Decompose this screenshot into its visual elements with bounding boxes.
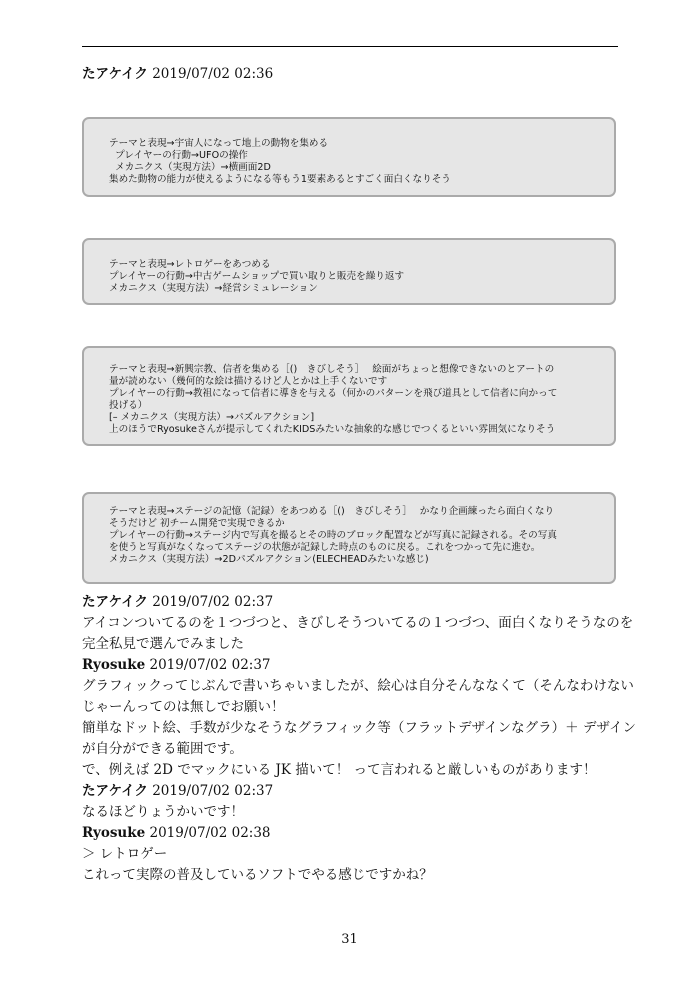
message-text: グラフィックってじぶんで書いちゃいましたが、絵心は自分そんななくて（そんなわけない: [82, 678, 634, 694]
timestamp: 2019/07/02 02:37: [152, 783, 274, 799]
timestamp: 2019/07/02 02:37: [149, 657, 271, 673]
message-text: 簡単なドット絵、手数が少なそうなグラフィック等（フラットデザインなグラ）＋ デザイン: [82, 720, 637, 736]
message-header: [82, 655, 271, 675]
idea-line: プレイヤーの行動→ステージ内で写真を撮るとその時のブロック配置などが写真に記録される。その写真: [109, 530, 557, 541]
timestamp: 2019/07/02 02:38: [149, 825, 271, 841]
idea-line: そうだけど 初チーム開発で実現できるか: [109, 518, 285, 529]
author: たアケイク: [82, 66, 148, 82]
message-text: じゃーんってのは無しでお願い！: [82, 699, 285, 715]
idea-line: メカニクス（実現方法）→横画面2D: [109, 162, 271, 173]
idea-box: [82, 492, 616, 584]
idea-line: テーマと表現→新興宗教、信者を集める［() きびしそう］ 絵面がちょっと想像できないのとアートの: [109, 364, 555, 375]
message-text: が自分ができる範囲です。: [82, 741, 243, 757]
idea-line: テーマと表現→レトロゲーをあつめる: [109, 259, 271, 270]
idea-line: テーマと表現→宇宙人になって地上の動物を集める: [109, 138, 329, 149]
message-text: 完全私見で選んでみました: [82, 636, 244, 652]
idea-line: テーマと表現→ステージの記憶（記録）をあつめる［() きびしそう］ かなり企画練ったら面白くなり: [109, 506, 555, 517]
idea-box: [82, 117, 616, 197]
idea-line: メカニクス（実現方法）→経営シミュレーション: [109, 283, 318, 294]
page-number: 31: [341, 932, 358, 947]
idea-line: [– メカニクス（実現方法）→パズルアクション]: [109, 412, 315, 423]
message-header: [82, 592, 273, 612]
message-text: ＞ レトロゲー: [82, 846, 168, 862]
idea-line: 投げる）: [109, 400, 148, 411]
message-text: アイコンついてるのを１つづつと、きびしそうついてるの１つづつ、面白くなりそうなのを: [82, 615, 634, 631]
idea-line: 集めた動物の能力が使えるようになる等もう1要素あるとすごく面白くなりそう: [109, 174, 451, 185]
idea-line: プレイヤーの行動→教祖になって信者に導きを与える（何かのパターンを飛び道具として信者に向かって: [109, 388, 558, 399]
message-header: [82, 781, 273, 801]
idea-line: プレイヤーの行動→中古ゲームショップで買い取りと販売を繰り返す: [109, 271, 405, 282]
author: Ryosuke: [82, 657, 146, 673]
idea-line: 上のほうでRyosukeさんが提示してくれたKIDSみたいな抽象的な感じでつくるといい雰囲気になりそう: [109, 424, 556, 435]
idea-line: プレイヤーの行動→UFOの操作: [109, 150, 248, 161]
message-text: これって実際の普及しているソフトでやる感じですかね？: [82, 867, 433, 883]
idea-line: 量が読めない（幾何的な絵は描けるけど人とかは上手くないです: [109, 376, 388, 387]
idea-box: [82, 238, 616, 305]
idea-box: [82, 346, 616, 446]
author: Ryosuke: [82, 825, 146, 841]
message-text: で、例えば 2D でマックにいる JK 描いて！ って言われると厳しいものがあります！: [82, 762, 597, 778]
timestamp: 2019/07/02 02:36: [152, 66, 274, 82]
idea-line: を使うと写真がなくなってステージの状態が記録した時点のものに戻る。これをつかって先に進む。: [109, 542, 541, 553]
message-header: [82, 823, 271, 843]
author: たアケイク: [82, 783, 148, 799]
author: たアケイク: [82, 594, 148, 610]
timestamp: 2019/07/02 02:37: [152, 594, 274, 610]
idea-line: メカニクス（実現方法）→2Dパズルアクション(ELECHEADみたいな感じ): [109, 554, 429, 565]
header-rule: [82, 46, 618, 47]
message-text: なるほどりょうかいです！: [82, 804, 244, 820]
message-header: [82, 64, 273, 84]
